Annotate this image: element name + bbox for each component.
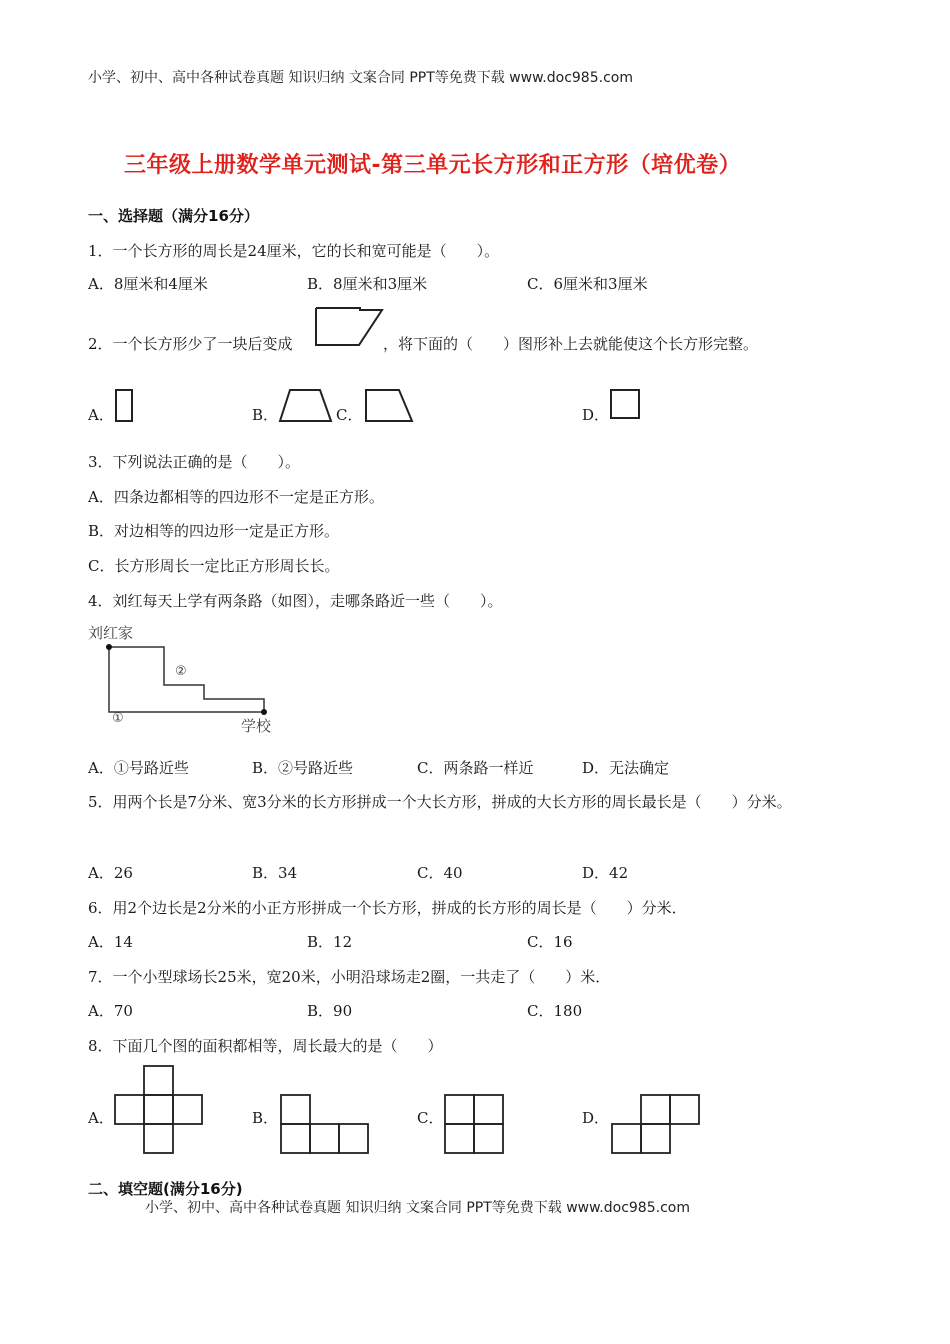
q5-option-b: B．34 <box>252 864 298 882</box>
q4-option-a: A．①号路近些 <box>88 759 189 777</box>
z-shape-figure <box>610 1093 702 1157</box>
question-4: 4．刘红每天上学有两条路（如图），走哪条路近一些（ ）。 <box>88 592 503 610</box>
cross-shape-figure <box>113 1064 205 1156</box>
question-6: 6．用2个边长是2分米的小正方形拼成一个长方形，拼成的长方形的周长是（ ）分米． <box>88 899 687 917</box>
q5-option-c: C．40 <box>417 864 463 882</box>
section-heading-fill: 二、填空题(满分16分) <box>88 1180 243 1198</box>
q4-option-c: C．两条路一样近 <box>417 759 534 777</box>
q2-option-c: C． <box>336 406 363 424</box>
thin-rectangle-shape <box>114 388 136 424</box>
q6-option-b: B．12 <box>307 933 353 951</box>
page-title: 三年级上册数学单元测试-第三单元长方形和正方形（培优卷） <box>124 153 742 178</box>
q4-option-b: B．②号路近些 <box>252 759 354 777</box>
q7-option-a: A．70 <box>88 1002 133 1020</box>
q3-option-b: B．对边相等的四边形一定是正方形。 <box>88 522 340 540</box>
q5-option-d: D．42 <box>582 864 629 882</box>
route-map <box>88 622 288 738</box>
question-7: 7．一个小型球场长25米，宽20米，小明沿球场走2圈，一共走了（ ）米． <box>88 968 611 986</box>
q1-option-c: C．6厘米和3厘米 <box>527 275 648 293</box>
q5-option-a: A．26 <box>88 864 133 882</box>
q2-option-b: B． <box>252 406 279 424</box>
right-trapezoid-shape <box>363 388 415 424</box>
footer-banner: 小学、初中、高中各种试卷真题 知识归纳 文案合同 PPT等免费下载 www.doc985.com <box>145 1200 690 1216</box>
q8-option-d: D． <box>582 1109 610 1127</box>
question-2-part2: ，将下面的（ ）图形补上去就能使这个长方形完整。 <box>383 335 759 353</box>
q8-option-c: C． <box>417 1109 444 1127</box>
question-1: 1．一个长方形的周长是24厘米，它的长和宽可能是（ ）。 <box>88 242 500 260</box>
q1-option-b: B．8厘米和3厘米 <box>307 275 428 293</box>
l-shape-figure <box>279 1093 371 1157</box>
q2-option-a: A． <box>88 406 114 424</box>
square-shape <box>609 388 643 422</box>
route-1-label: ① <box>112 711 124 726</box>
square-grid-figure <box>443 1093 507 1157</box>
question-2-part1: 2．一个长方形少了一块后变成 <box>88 335 293 353</box>
section-heading-choice: 一、选择题（满分16分） <box>88 207 259 225</box>
q6-option-c: C．16 <box>527 933 573 951</box>
route-2-label: ② <box>175 664 187 679</box>
home-label: 刘红家 <box>88 624 134 642</box>
question-3: 3．下列说法正确的是（ ）。 <box>88 453 301 471</box>
q4-option-d: D．无法确定 <box>582 759 670 777</box>
q3-option-a: A．四条边都相等的四边形不一定是正方形。 <box>88 488 384 506</box>
q6-option-a: A．14 <box>88 933 133 951</box>
q8-option-b: B． <box>252 1109 279 1127</box>
q7-option-b: B．90 <box>307 1002 353 1020</box>
incomplete-rectangle-figure <box>314 306 384 348</box>
q2-option-d: D． <box>582 406 610 424</box>
q7-option-c: C．180 <box>527 1002 583 1020</box>
question-5: 5．用两个长是7分米、宽3分米的长方形拼成一个大长方形，拼成的大长方形的周长最长是（ ）分米。 <box>88 793 792 811</box>
question-8: 8．下面几个图的面积都相等，周长最大的是（ ） <box>88 1037 443 1055</box>
trapezoid-shape <box>278 388 334 424</box>
school-label: 学校 <box>241 717 272 735</box>
q8-option-a: A． <box>88 1109 114 1127</box>
q1-option-a: A．8厘米和4厘米 <box>88 275 208 293</box>
q3-option-c: C．长方形周长一定比正方形周长长。 <box>88 557 340 575</box>
header-banner: 小学、初中、高中各种试卷真题 知识归纳 文案合同 PPT等免费下载 www.doc985.com <box>88 70 633 86</box>
